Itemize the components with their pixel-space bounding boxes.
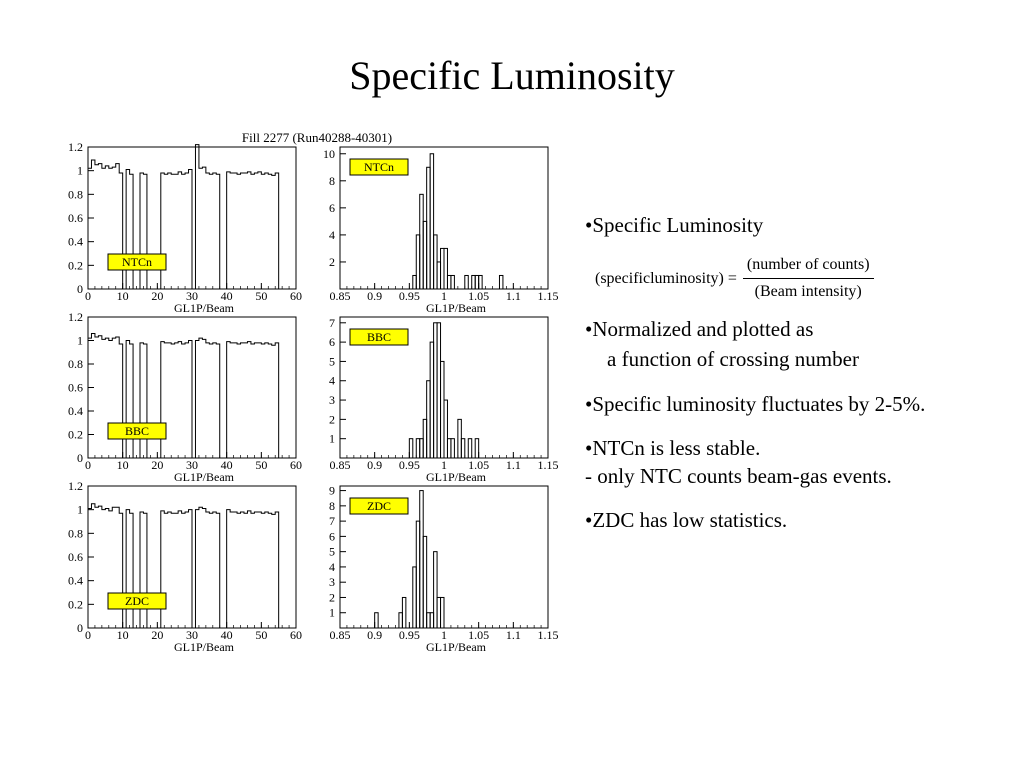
hist-bin — [441, 597, 444, 628]
bullet-normalized — [585, 314, 1015, 374]
y-tick-label: 0.2 — [68, 427, 83, 442]
x-tick-label: 0.9 — [367, 628, 383, 642]
x-tick-label: 40 — [220, 458, 233, 472]
hist-bin — [430, 154, 433, 289]
x-tick-label: 0.85 — [329, 289, 351, 303]
y-tick-label: 1.2 — [68, 140, 83, 154]
figure-title: Fill 2277 (Run40288-40301) — [241, 130, 393, 145]
x-axis-label: GL1P/Beam — [426, 301, 486, 315]
y-tick-label: 6 — [329, 529, 335, 544]
formula-fraction — [743, 255, 874, 302]
hist-bin — [434, 552, 437, 628]
y-tick-label: 0 — [77, 282, 83, 296]
formula-lhs: (specificluminosity) = — [595, 269, 737, 287]
y-tick-label: 1 — [77, 163, 83, 178]
y-tick-label: 0.8 — [68, 526, 83, 541]
x-tick-label: 30 — [186, 628, 198, 642]
x-tick-label: 0 — [85, 458, 91, 472]
detector-label: NTCn — [122, 255, 152, 269]
x-tick-label: 1 — [441, 289, 447, 303]
hist-bin — [461, 439, 464, 458]
y-tick-label: 1 — [77, 333, 83, 348]
bullet-zdc: •ZDC has low statistics. — [585, 508, 788, 532]
detector-label: BBC — [124, 424, 150, 438]
hist-bin — [430, 613, 433, 628]
x-tick-label: 1 — [441, 458, 447, 472]
hist-bin — [475, 439, 478, 458]
y-tick-label: 0.2 — [68, 597, 83, 612]
x-tick-label: 1.15 — [537, 289, 559, 303]
y-tick-label: 2 — [329, 590, 335, 605]
hist-bin — [458, 419, 461, 458]
detector-label: BBC — [366, 330, 392, 344]
hist-bin — [437, 323, 440, 458]
y-tick-label: 0.6 — [68, 380, 83, 395]
hist-bin — [402, 597, 405, 628]
hist-bin — [475, 275, 478, 289]
y-tick-label: 0.4 — [68, 234, 83, 249]
x-tick-label: 0.9 — [367, 289, 383, 303]
hist-bin — [423, 419, 426, 458]
hist-bin — [434, 323, 437, 458]
y-tick-label: 0.4 — [68, 404, 83, 418]
hist-bin — [416, 235, 419, 289]
y-tick-label: 0.8 — [68, 357, 83, 371]
x-tick-label: 1.15 — [537, 628, 559, 642]
hist-bin — [420, 194, 423, 289]
y-tick-label: 0.6 — [68, 550, 83, 564]
hist-bin — [472, 275, 475, 289]
hist-bin — [465, 275, 468, 289]
hist-bin — [423, 221, 426, 289]
y-tick-label: 10 — [323, 146, 335, 161]
detector-label: ZDC — [367, 499, 391, 513]
hist-bin — [441, 361, 444, 458]
hist-bin — [444, 248, 447, 289]
hist-bin — [427, 167, 430, 289]
x-tick-label: 50 — [255, 458, 268, 472]
y-tick-label: 0.6 — [68, 211, 83, 225]
hist-bin — [451, 275, 454, 289]
y-tick-label: 1 — [77, 502, 83, 517]
y-tick-label: 9 — [329, 483, 335, 498]
detector-label: ZDC — [125, 594, 149, 608]
x-tick-label: 60 — [290, 289, 302, 303]
y-tick-label: 2 — [329, 254, 335, 269]
bullet-specific-luminosity: •Specific Luminosity — [585, 213, 764, 237]
x-tick-label: 0.95 — [398, 458, 420, 472]
bullet-ntcn-line2: - only NTC counts beam-gas events. — [585, 464, 892, 488]
hist-bin — [427, 381, 430, 458]
hist-bin — [420, 439, 423, 458]
hist-bin — [413, 567, 416, 628]
bullet-list — [585, 210, 1015, 550]
bullet-ntcn — [585, 434, 1015, 490]
x-tick-label: 10 — [116, 628, 129, 642]
bullet-ntcn-line1: •NTCn is less stable. — [585, 436, 761, 460]
y-tick-label: 2 — [329, 412, 335, 427]
y-tick-label: 3 — [329, 575, 335, 590]
x-tick-label: 0.85 — [329, 458, 351, 472]
x-tick-label: 1.05 — [468, 289, 490, 303]
y-tick-label: 8 — [329, 173, 335, 188]
x-axis-label: GL1P/Beam — [174, 640, 234, 654]
x-tick-label: 1.1 — [505, 458, 521, 472]
y-tick-label: 5 — [329, 544, 335, 559]
hist-bin — [451, 439, 454, 458]
x-tick-label: 0.95 — [398, 628, 420, 642]
luminosity-formula — [595, 255, 1015, 302]
x-tick-label: 50 — [255, 628, 268, 642]
x-tick-label: 1.1 — [505, 628, 521, 642]
hist-bin — [399, 613, 402, 628]
hist-bin — [437, 597, 440, 628]
x-tick-label: 1.05 — [468, 458, 490, 472]
x-tick-label: 0 — [85, 628, 91, 642]
hist-bin — [416, 439, 419, 458]
hist-bin — [444, 400, 447, 458]
hist-bin — [420, 491, 423, 628]
x-tick-label: 20 — [151, 628, 164, 642]
y-tick-label: 8 — [329, 498, 335, 513]
y-tick-label: 4 — [329, 559, 335, 574]
x-tick-label: 10 — [116, 289, 129, 303]
bullet-fluctuates: •Specific luminosity fluctuates by 2-5%. — [585, 392, 926, 416]
x-tick-label: 1.05 — [468, 628, 490, 642]
hist-bin — [434, 235, 437, 289]
y-tick-label: 3 — [329, 393, 335, 408]
y-tick-label: 6 — [329, 335, 335, 350]
x-axis-label: GL1P/Beam — [174, 470, 234, 484]
x-tick-label: 40 — [220, 289, 233, 303]
y-tick-label: 1.2 — [68, 479, 83, 493]
x-axis-label: GL1P/Beam — [426, 470, 486, 484]
x-tick-label: 1.15 — [537, 458, 559, 472]
x-tick-label: 30 — [186, 458, 198, 472]
y-tick-label: 0.4 — [68, 573, 83, 588]
hist-bin — [447, 275, 450, 289]
x-tick-label: 50 — [255, 289, 268, 303]
y-tick-label: 0.8 — [68, 187, 83, 202]
x-tick-label: 1 — [441, 628, 447, 642]
bullet-normalized-line2: a function of crossing number — [607, 347, 859, 371]
hist-bin — [430, 342, 433, 458]
hist-bin — [479, 275, 482, 289]
hist-bin — [413, 275, 416, 289]
y-tick-label: 1.2 — [68, 310, 83, 324]
bullet-normalized-line1: •Normalized and plotted as — [585, 317, 814, 341]
x-tick-label: 1.1 — [505, 289, 521, 303]
x-tick-label: 0.85 — [329, 628, 351, 642]
x-tick-label: 60 — [290, 458, 302, 472]
x-tick-label: 10 — [116, 458, 129, 472]
x-axis-label: GL1P/Beam — [174, 301, 234, 315]
y-tick-label: 6 — [329, 200, 335, 215]
x-tick-label: 20 — [151, 289, 164, 303]
x-tick-label: 0.9 — [367, 458, 383, 472]
y-tick-label: 0 — [77, 451, 83, 465]
detector-label: NTCn — [364, 160, 394, 174]
y-tick-label: 5 — [329, 354, 335, 369]
hist-bin — [427, 613, 430, 628]
formula-numerator: (number of counts) — [743, 255, 874, 279]
x-tick-label: 60 — [290, 628, 302, 642]
hist-bin — [416, 521, 419, 628]
hist-bin — [468, 439, 471, 458]
x-tick-label: 20 — [151, 458, 164, 472]
y-tick-label: 0.2 — [68, 258, 83, 273]
y-tick-label: 4 — [329, 227, 335, 242]
x-tick-label: 30 — [186, 289, 198, 303]
hist-bin — [441, 248, 444, 289]
x-tick-label: 0 — [85, 289, 91, 303]
hist-bin — [447, 439, 450, 458]
y-tick-label: 7 — [329, 514, 335, 529]
hist-bin — [437, 262, 440, 289]
y-tick-label: 1 — [329, 431, 335, 446]
x-tick-label: 0.95 — [398, 289, 420, 303]
hist-bin — [423, 536, 426, 628]
hist-bin — [499, 275, 502, 289]
y-tick-label: 4 — [329, 373, 335, 388]
formula-denominator: (Beam intensity) — [754, 283, 862, 300]
x-axis-label: GL1P/Beam — [426, 640, 486, 654]
x-tick-label: 40 — [220, 628, 233, 642]
y-tick-label: 0 — [77, 621, 83, 635]
hist-bin — [375, 613, 378, 628]
hist-bin — [409, 439, 412, 458]
y-tick-label: 1 — [329, 605, 335, 620]
slide-title: Specific Luminosity — [349, 53, 675, 98]
y-tick-label: 7 — [329, 315, 335, 330]
